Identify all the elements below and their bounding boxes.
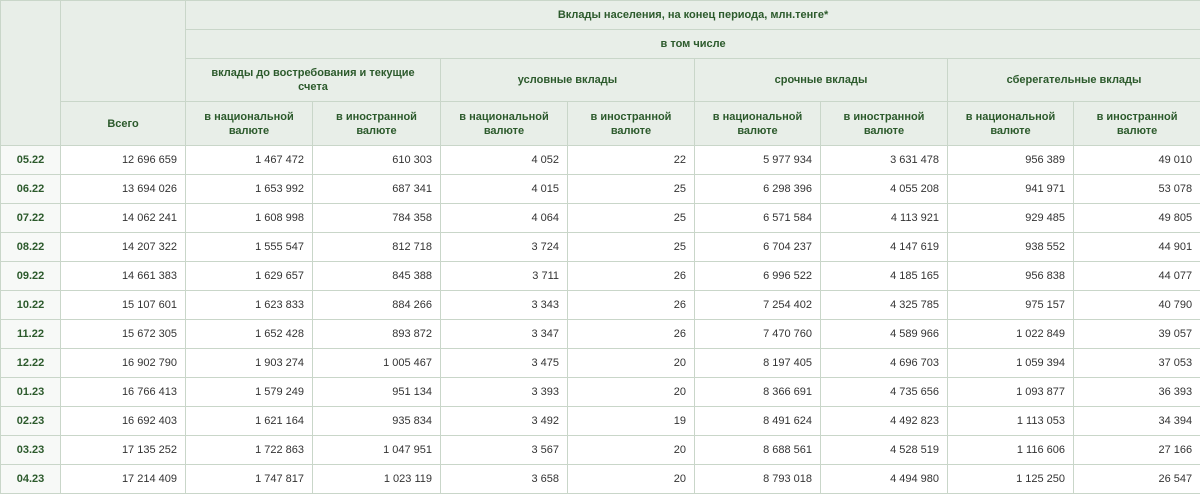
period-cell: 02.23 [1, 407, 61, 436]
period-cell: 08.22 [1, 233, 61, 262]
value-cell: 4 589 966 [821, 320, 948, 349]
value-cell: 1 113 053 [948, 407, 1074, 436]
currency-header-national [695, 102, 821, 146]
value-cell: 37 053 [1074, 349, 1200, 378]
currency-header-national [948, 102, 1074, 146]
currency-header-foreign [568, 102, 695, 146]
value-cell: 20 [568, 465, 695, 494]
value-cell: 16 692 403 [61, 407, 186, 436]
value-cell: 893 872 [313, 320, 441, 349]
value-cell: 20 [568, 349, 695, 378]
value-cell: 25 [568, 175, 695, 204]
value-cell: 1 005 467 [313, 349, 441, 378]
table-row [1, 233, 1200, 262]
value-cell: 1 022 849 [948, 320, 1074, 349]
value-cell: 1 023 119 [313, 465, 441, 494]
value-cell: 1 125 250 [948, 465, 1074, 494]
subtitle-cell [186, 30, 1200, 59]
table-row [1, 436, 1200, 465]
period-cell: 10.22 [1, 291, 61, 320]
value-cell: 1 116 606 [948, 436, 1074, 465]
value-cell: 1 059 394 [948, 349, 1074, 378]
value-cell: 7 254 402 [695, 291, 821, 320]
value-cell: 44 077 [1074, 262, 1200, 291]
value-cell: 8 366 691 [695, 378, 821, 407]
value-cell: 26 547 [1074, 465, 1200, 494]
value-cell: 1 467 472 [186, 146, 313, 175]
table-row [1, 262, 1200, 291]
table-row [1, 146, 1200, 175]
value-cell: 4 015 [441, 175, 568, 204]
value-cell: 16 902 790 [61, 349, 186, 378]
value-cell: 3 492 [441, 407, 568, 436]
total-header-spacer [61, 1, 186, 102]
total-label: Всего [107, 117, 139, 130]
currency-header-foreign [821, 102, 948, 146]
value-cell: 14 062 241 [61, 204, 186, 233]
period-cell: 07.22 [1, 204, 61, 233]
value-cell: 49 010 [1074, 146, 1200, 175]
value-cell: 8 793 018 [695, 465, 821, 494]
value-cell: 49 805 [1074, 204, 1200, 233]
foreign-label: в иностранной валюте [336, 110, 417, 137]
subtitle-text: в том числе [660, 38, 726, 50]
value-cell: 3 658 [441, 465, 568, 494]
group-header-conditional [441, 59, 695, 102]
value-cell: 12 696 659 [61, 146, 186, 175]
value-cell: 8 491 624 [695, 407, 821, 436]
table-row [1, 378, 1200, 407]
value-cell: 3 567 [441, 436, 568, 465]
value-cell: 3 393 [441, 378, 568, 407]
value-cell: 1 652 428 [186, 320, 313, 349]
value-cell: 7 470 760 [695, 320, 821, 349]
value-cell: 610 303 [313, 146, 441, 175]
value-cell: 4 147 619 [821, 233, 948, 262]
value-cell: 26 [568, 320, 695, 349]
value-cell: 6 704 237 [695, 233, 821, 262]
value-cell: 27 166 [1074, 436, 1200, 465]
period-cell: 11.22 [1, 320, 61, 349]
value-cell: 39 057 [1074, 320, 1200, 349]
group-label: условные вклады [517, 74, 618, 86]
value-cell: 1 629 657 [186, 262, 313, 291]
total-header [61, 102, 186, 146]
value-cell: 938 552 [948, 233, 1074, 262]
period-cell: 12.22 [1, 349, 61, 378]
value-cell: 20 [568, 436, 695, 465]
period-cell: 06.22 [1, 175, 61, 204]
value-cell: 951 134 [313, 378, 441, 407]
value-cell: 1 722 863 [186, 436, 313, 465]
value-cell: 6 298 396 [695, 175, 821, 204]
group-header-term [695, 59, 948, 102]
foreign-label: в иностранной валюте [1096, 110, 1178, 137]
value-cell: 17 135 252 [61, 436, 186, 465]
period-cell: 04.23 [1, 465, 61, 494]
value-cell: 8 197 405 [695, 349, 821, 378]
period-cell: 05.22 [1, 146, 61, 175]
currency-header-national [186, 102, 313, 146]
group-label: срочные вклады [774, 74, 868, 86]
value-cell: 4 325 785 [821, 291, 948, 320]
value-cell: 1 747 817 [186, 465, 313, 494]
value-cell: 941 971 [948, 175, 1074, 204]
value-cell: 1 093 877 [948, 378, 1074, 407]
table-row [1, 175, 1200, 204]
value-cell: 36 393 [1074, 378, 1200, 407]
value-cell: 26 [568, 291, 695, 320]
value-cell: 40 790 [1074, 291, 1200, 320]
table-body [1, 146, 1200, 494]
group-label: сберегательные вклады [1006, 74, 1142, 86]
value-cell: 4 735 656 [821, 378, 948, 407]
value-cell: 1 903 274 [186, 349, 313, 378]
value-cell: 1 608 998 [186, 204, 313, 233]
table-row [1, 291, 1200, 320]
table-title-text: Вклады населения, на конец периода, млн.тенге* [557, 9, 829, 21]
value-cell: 3 347 [441, 320, 568, 349]
value-cell: 8 688 561 [695, 436, 821, 465]
currency-header-foreign [313, 102, 441, 146]
group-label: вклады до востребования и текущие счета [211, 67, 415, 93]
table-title [186, 1, 1200, 30]
table-row [1, 204, 1200, 233]
foreign-label: в иностранной валюте [843, 110, 925, 137]
value-cell: 4 185 165 [821, 262, 948, 291]
value-cell: 4 494 980 [821, 465, 948, 494]
period-cell: 09.22 [1, 262, 61, 291]
table-header [1, 1, 1200, 146]
value-cell: 687 341 [313, 175, 441, 204]
value-cell: 4 055 208 [821, 175, 948, 204]
national-label: в национальной валюте [204, 110, 294, 137]
value-cell: 4 064 [441, 204, 568, 233]
period-cell: 01.23 [1, 378, 61, 407]
value-cell: 4 052 [441, 146, 568, 175]
currency-header-national [441, 102, 568, 146]
value-cell: 13 694 026 [61, 175, 186, 204]
value-cell: 4 113 921 [821, 204, 948, 233]
value-cell: 975 157 [948, 291, 1074, 320]
value-cell: 34 394 [1074, 407, 1200, 436]
table-row [1, 465, 1200, 494]
value-cell: 1 623 833 [186, 291, 313, 320]
table-row [1, 407, 1200, 436]
value-cell: 956 389 [948, 146, 1074, 175]
value-cell: 812 718 [313, 233, 441, 262]
value-cell: 4 492 823 [821, 407, 948, 436]
table-row [1, 349, 1200, 378]
value-cell: 956 838 [948, 262, 1074, 291]
value-cell: 19 [568, 407, 695, 436]
value-cell: 14 661 383 [61, 262, 186, 291]
value-cell: 25 [568, 204, 695, 233]
value-cell: 1 653 992 [186, 175, 313, 204]
currency-header-foreign [1074, 102, 1200, 146]
national-label: в национальной валюте [965, 110, 1056, 137]
table-row [1, 320, 1200, 349]
value-cell: 3 343 [441, 291, 568, 320]
value-cell: 16 766 413 [61, 378, 186, 407]
value-cell: 15 107 601 [61, 291, 186, 320]
period-header-cell [1, 1, 61, 146]
value-cell: 17 214 409 [61, 465, 186, 494]
value-cell: 784 358 [313, 204, 441, 233]
value-cell: 1 555 547 [186, 233, 313, 262]
value-cell: 3 724 [441, 233, 568, 262]
national-label: в национальной валюте [712, 110, 803, 137]
value-cell: 935 834 [313, 407, 441, 436]
value-cell: 14 207 322 [61, 233, 186, 262]
value-cell: 4 528 519 [821, 436, 948, 465]
value-cell: 5 977 934 [695, 146, 821, 175]
value-cell: 845 388 [313, 262, 441, 291]
national-label: в национальной валюте [459, 110, 549, 137]
value-cell: 884 266 [313, 291, 441, 320]
value-cell: 3 475 [441, 349, 568, 378]
group-header-demand [186, 59, 441, 102]
value-cell: 15 672 305 [61, 320, 186, 349]
value-cell: 929 485 [948, 204, 1074, 233]
group-header-savings [948, 59, 1200, 102]
value-cell: 6 996 522 [695, 262, 821, 291]
value-cell: 3 631 478 [821, 146, 948, 175]
foreign-label: в иностранной валюте [590, 110, 672, 137]
value-cell: 3 711 [441, 262, 568, 291]
value-cell: 26 [568, 262, 695, 291]
value-cell: 25 [568, 233, 695, 262]
value-cell: 1 579 249 [186, 378, 313, 407]
value-cell: 53 078 [1074, 175, 1200, 204]
value-cell: 1 047 951 [313, 436, 441, 465]
value-cell: 20 [568, 378, 695, 407]
value-cell: 6 571 584 [695, 204, 821, 233]
value-cell: 4 696 703 [821, 349, 948, 378]
value-cell: 44 901 [1074, 233, 1200, 262]
value-cell: 22 [568, 146, 695, 175]
value-cell: 1 621 164 [186, 407, 313, 436]
period-cell: 03.23 [1, 436, 61, 465]
